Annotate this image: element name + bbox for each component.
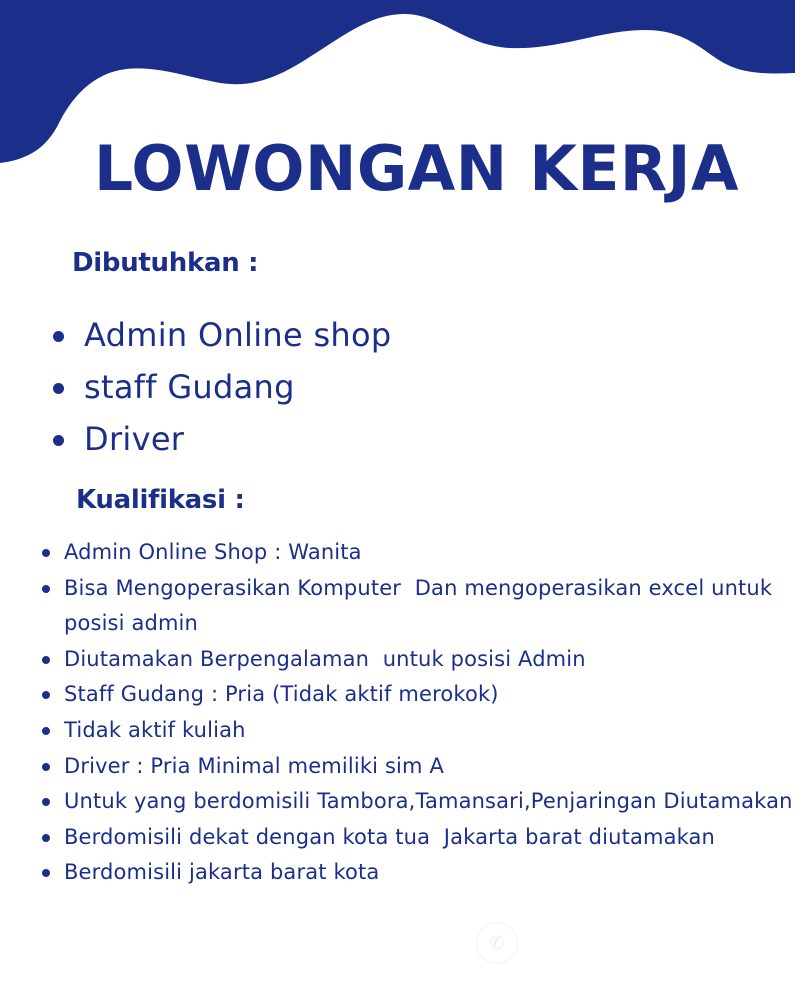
bullet-icon <box>42 834 50 842</box>
list-item-label: Untuk yang berdomisili Tambora,Tamansari,Penjaringan Diutamakan <box>64 789 793 814</box>
list-item <box>48 361 392 413</box>
bullet-icon <box>53 331 64 342</box>
bullet-icon <box>42 798 50 806</box>
list-item-label: Staff Gudang : Pria (Tidak aktif merokok) <box>64 682 499 707</box>
needed-list <box>48 309 392 465</box>
list-item-label: Tidak aktif kuliah <box>64 717 246 742</box>
list-item-label: Admin Online Shop : Wanita <box>64 540 362 564</box>
list-item <box>38 571 798 642</box>
watermark-phone-icon <box>476 922 518 964</box>
bullet-icon <box>53 435 64 446</box>
bullet-icon <box>42 549 50 557</box>
bullet-icon <box>42 691 50 699</box>
list-item-label: staff Gudang <box>84 368 295 406</box>
list-item-label: Admin Online shop <box>84 316 392 354</box>
bullet-icon <box>42 763 50 771</box>
qualifications-list <box>38 535 798 891</box>
bullet-icon <box>42 727 50 735</box>
list-item <box>38 749 798 785</box>
list-item-label: Driver <box>84 420 185 458</box>
list-item <box>38 855 798 891</box>
list-item <box>48 413 392 465</box>
list-item-label: Bisa Mengoperasikan Komputer Dan mengoperasikan excel untuk posisi admin <box>64 575 780 636</box>
list-item-label: Diutamakan Berpengalaman untuk posisi Admin <box>64 646 586 671</box>
qualifications-heading: Kualifikasi : <box>76 485 245 515</box>
list-item <box>38 535 798 571</box>
bullet-icon <box>42 656 50 664</box>
list-item <box>38 677 798 713</box>
list-item-label: Driver : Pria Minimal memiliki sim A <box>64 753 444 778</box>
list-item-label: Berdomisili jakarta barat kota <box>64 860 380 885</box>
list-item-label: Berdomisili dekat dengan kota tua Jakarta barat diutamakan <box>64 824 716 849</box>
bullet-icon <box>53 383 64 394</box>
page-title: LOWONGAN KERJA <box>94 132 740 205</box>
phone-icon: ✆ <box>489 932 505 954</box>
list-item <box>38 713 798 749</box>
needed-heading: Dibutuhkan : <box>72 248 259 278</box>
list-item <box>48 309 392 361</box>
list-item <box>38 784 798 820</box>
bullet-icon <box>42 585 50 593</box>
list-item <box>38 642 798 678</box>
list-item <box>38 820 798 856</box>
bullet-icon <box>42 869 50 877</box>
